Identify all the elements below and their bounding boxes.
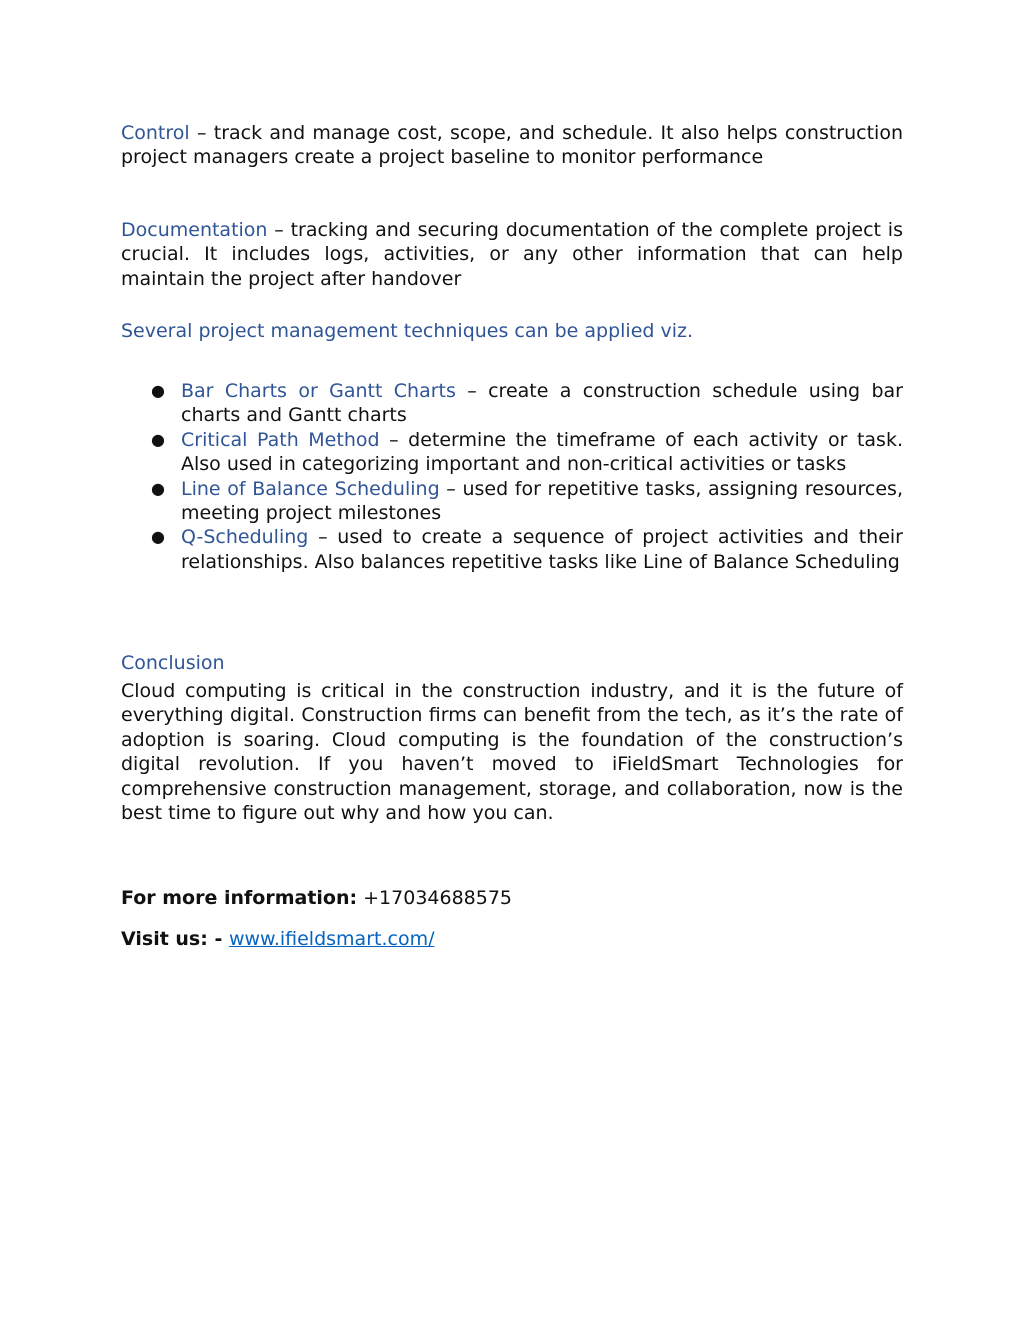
technique-text: – determine the timeframe of each activity or task. Also used in categorizing important and non-critical activities or tasks <box>181 428 903 476</box>
bullet-icon: ● <box>151 381 165 400</box>
documentation-term: Documentation <box>121 219 268 241</box>
technique-term: Q-Scheduling <box>181 526 309 549</box>
phone-number: +17034688575 <box>357 887 513 909</box>
technique-text: – create a construction schedule using bar charts and Gantt charts <box>181 380 903 427</box>
technique-term: Line of Balance Scheduling <box>181 477 440 500</box>
info-label: For more information: <box>121 887 358 909</box>
bullet-icon: ● <box>151 429 165 449</box>
control-paragraph <box>121 121 903 170</box>
bullet-icon: ● <box>151 478 165 498</box>
technique-term: Critical Path Method <box>181 428 380 451</box>
conclusion-heading: Conclusion <box>121 652 225 674</box>
contact-info-line <box>121 886 903 910</box>
control-term: Control <box>121 122 190 144</box>
visit-line <box>121 927 903 951</box>
list-item <box>121 379 903 428</box>
control-text: – track and manage cost, scope, and schedule. It also helps construction project managers create a project baseline to monitor performance <box>121 122 903 169</box>
list-item <box>121 477 903 526</box>
documentation-paragraph <box>121 218 903 291</box>
technique-text: – used to create a sequence of project activities and their relationships. Also balances repetitive tasks like Line of Balance Scheduling <box>181 526 903 573</box>
technique-term: Bar Charts or Gantt Charts <box>181 380 456 402</box>
conclusion-body: Cloud computing is critical in the construction industry, and it is the future of everything digital. Construction firms can benefit from the tech, as it’s the rate of adoption is soaring. Cloud computing is the foundation of the construction’s digital revolution. If you haven’t moved to iFieldSmart Technologies for comprehensive construction management, storage, and collaboration, now is the best time to figure out why and how you can. <box>121 680 903 825</box>
visit-label: Visit us: - <box>121 928 229 950</box>
techniques-list <box>121 379 903 574</box>
techniques-intro: Several project management techniques can be applied viz. <box>121 320 694 342</box>
list-item <box>121 525 903 574</box>
documentation-text: – tracking and securing documentation of the complete project is crucial. It includes logs, activities, or any other information that can help maintain the project after handover <box>121 219 903 290</box>
website-link[interactable]: www.ifieldsmart.com/ <box>228 928 435 950</box>
bullet-icon: ● <box>151 527 165 547</box>
list-item <box>121 428 903 477</box>
technique-text: – used for repetitive tasks, assigning resources, meeting project milestones <box>181 477 903 525</box>
